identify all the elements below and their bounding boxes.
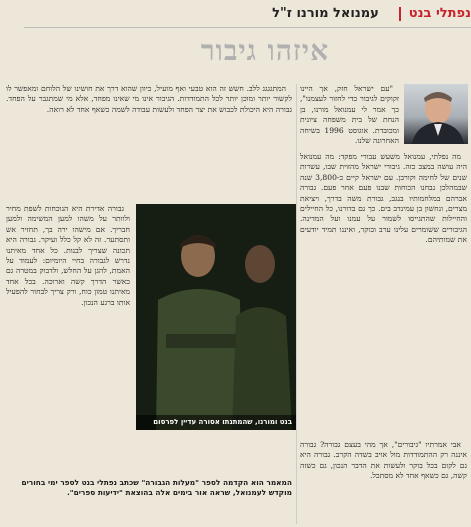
header-separator — [399, 7, 401, 21]
article-footnote: המאמר הוא הקדמה לספר "מעלות הגבורה" שכתב נפתלי בנט לספר ימי בחורים מוקדש לעמנואל, שראה אור בימים אלה בהוצאת "ידיעות ספרים". — [21, 478, 292, 497]
article-column-left-top — [6, 84, 292, 204]
article-column-bottom — [300, 440, 467, 522]
paragraph: מה נפלתי, עמנואל משעש עבורי מפקד: מה עמנואל היה עושה במצב כזה. גיבורי ישראל מהזוית שבו, עשרות שנים של לחימה וקורבן. עם ישראל קיים כ-3,800 שנה שבמהלכן נבחנו הכוחות שבנו פעם אחר פעם. גבורה אברהם במלחמותיו בנגב, גבורת משה בדרך, ויציאת מצרים, ונחשון בן עמינדב בים. כך גם בדורנו, כל החיילים והחיילות שהתגייסו לשמור על עמנו ועל המדינה. הגיבורים ששומרים עלינו ערב ובוקר, ואיננו תמיד יודעים את שמותיהם. — [300, 152, 467, 245]
subject-name: עמנואל מורנו ז"ל — [272, 6, 379, 21]
article-column-right — [300, 152, 467, 437]
column-divider — [296, 84, 297, 524]
photo-caption: בנט ומורנו, שהמתנתו אסורה עדיין לפרסום — [136, 415, 296, 430]
paragraph: אבי אמרתיו "גיבורים", אך מהי בעצם גבורה? גבורה איננה רק ההתמודדות מול אויב בשדה הקרב. גבורה היא גם לקום בכל בוקר ולעשות את הדבר הנכון, גם כשזה קשה, גם כשאף אחד לא מסתכל. — [300, 440, 467, 481]
article-title: איזהו גיבור — [200, 34, 330, 67]
paragraph: גבורה אדירת היא הנוכחות לשפת מחיר ולוותר על משהו למען המשימה ולמען חבריך. אם מישהו ירה בך, תחזיר אש ותסתער. זה לא קל כלל ועיקר. גבורה היא תכונה שצריך לבנות. כל אחד מאיתנו נדרש לגבורה בחיי היומיום: לעמוד על האמת, להגן על החלש, ולדבוק במטרה גם כאשר הדרך קשה וארוכה. בכל אחד מאיתנו טמון כוח, ורק צריך לבחור להפעיל אותו ברגע הנכון. — [6, 204, 130, 307]
author-name: נפתלי בנט — [408, 6, 471, 21]
author-portrait-image — [404, 84, 468, 144]
soldiers-photo — [136, 204, 296, 430]
article-header — [24, 0, 471, 28]
paragraph: המתגגגג ללב. חשש זה הוא טבעי ואף מועיל, כיוון שהוא דרך את חושינו של הלוחם ומאפשר לו לקשור יותר ומוכן יותר לכל התמודדות. הגיבור אינו מי שאינו מפחד, אלא מי שמתגבר על הפחד. גבורה היא היכולת לכבוש את יצר הפחד ולעשות עבודה לשמה כשאף אחד לא רואה. — [6, 84, 292, 114]
article-column-right-top — [300, 84, 399, 150]
article-column-left — [6, 204, 130, 458]
paragraph: "עם ישראל חזק, אך היינו זקוקים לגיבור כדי לחזור לעצמנו", כך אמר לי עמנואל מורנו, בן הנחת של בית משפחה ציונית ומכובדת. אוגוסט 1996 בשיחה האחרונה שלנו. — [300, 84, 399, 146]
